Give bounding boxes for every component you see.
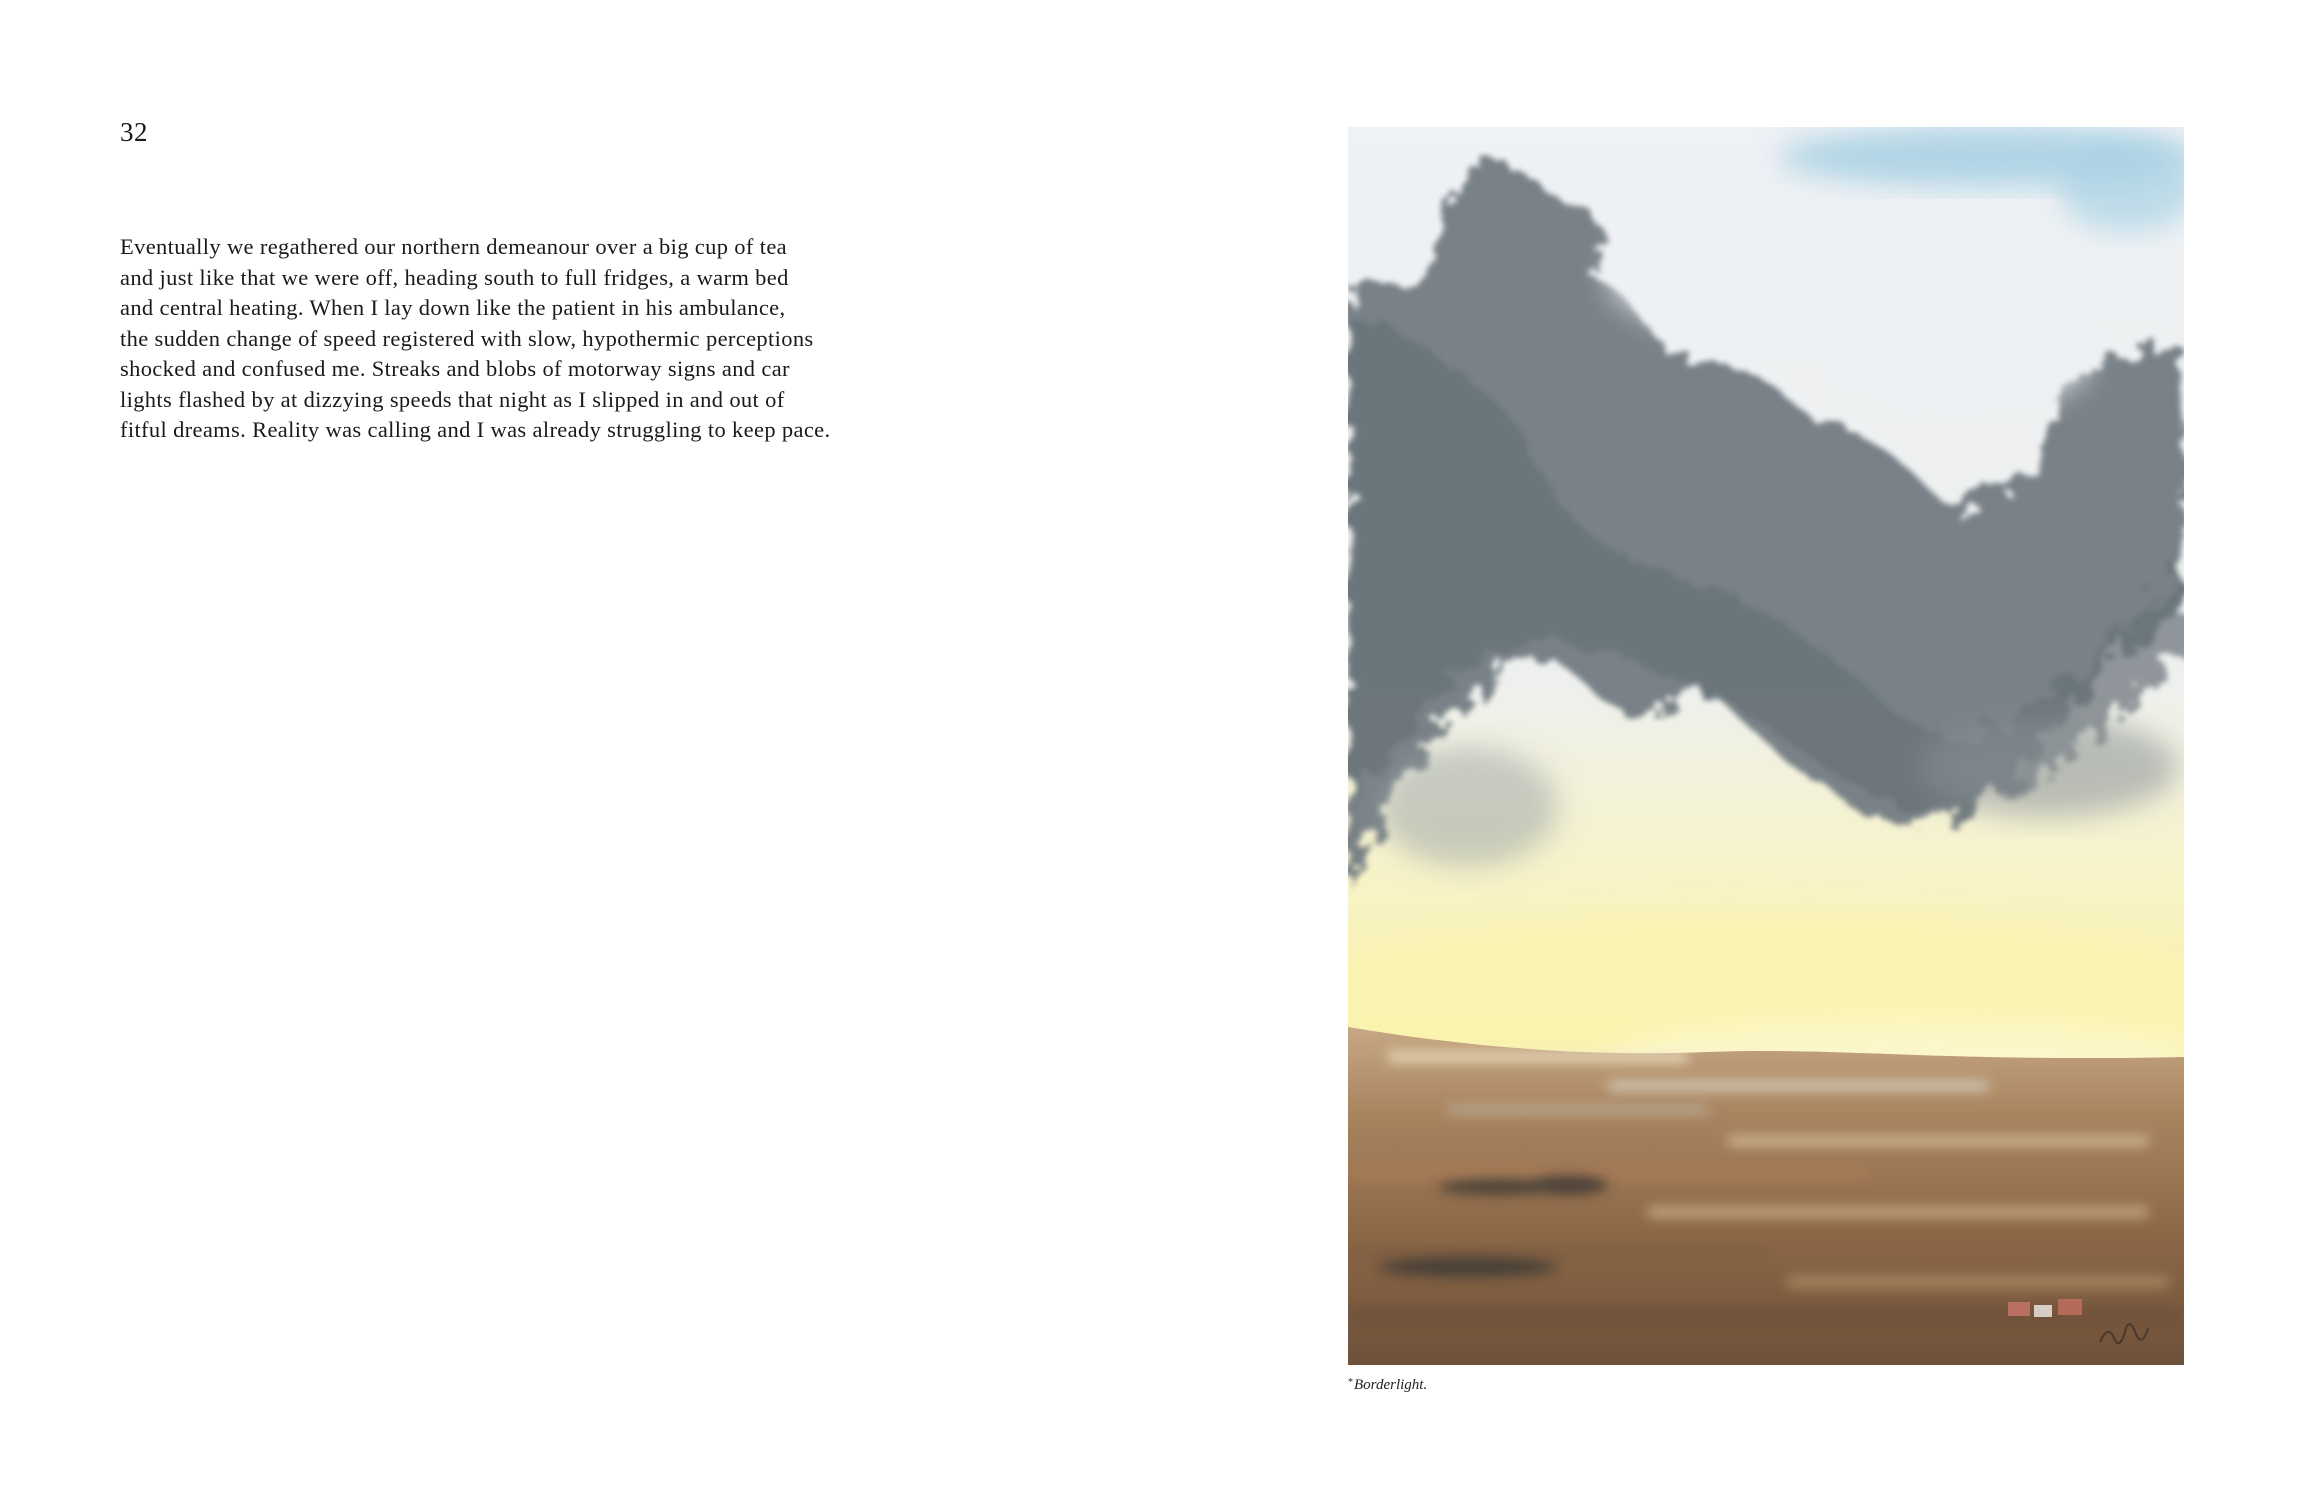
figure-caption <box>1348 1374 1427 1394</box>
page-number: 32 <box>120 117 148 147</box>
body-paragraph <box>120 232 960 446</box>
paragraph-line: lights flashed by at dizzying speeds that night as I slipped in and out of <box>120 386 785 412</box>
paragraph-line: the sudden change of speed registered with slow, hypothermic perceptions <box>120 325 814 351</box>
paragraph-line: shocked and confused me. Streaks and blobs of motorway signs and car <box>120 356 790 381</box>
caption-text: Borderlight. <box>1354 1377 1428 1393</box>
paragraph-line: and central heating. When I lay down like the patient in his ambulance, <box>120 295 786 320</box>
landscape-painting <box>1348 127 2184 1365</box>
paragraph-line: and just like that we were off, heading south to full fridges, a warm bed <box>120 264 789 290</box>
painting-image <box>1348 127 2184 1365</box>
paragraph-line: fitful dreams. Reality was calling and I was already struggling to keep pace. <box>120 417 831 442</box>
paragraph-line: Eventually we regathered our northern demeanour over a big cup of tea <box>120 234 788 259</box>
caption-mark: * <box>1348 1377 1353 1388</box>
